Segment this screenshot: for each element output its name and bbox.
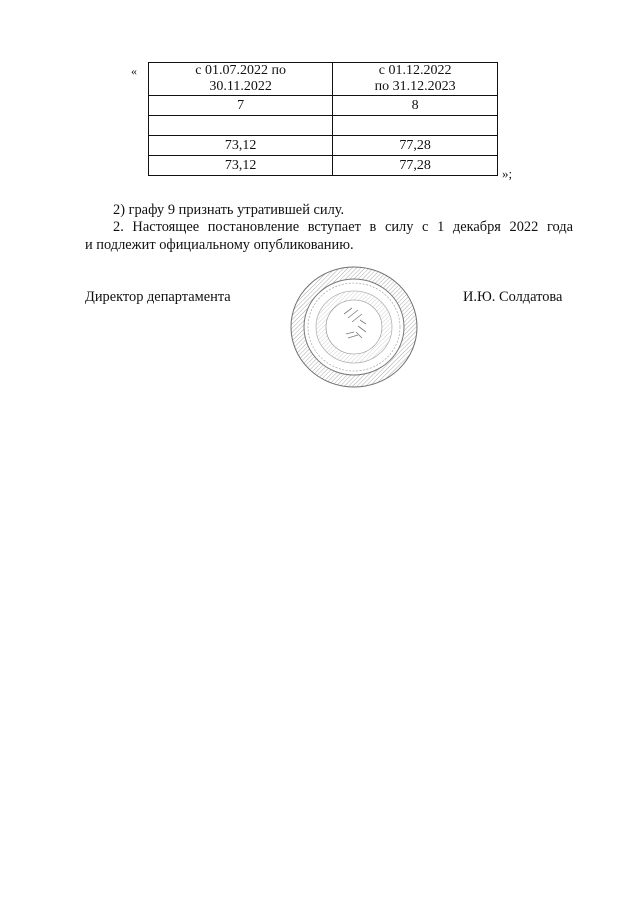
table-row — [149, 136, 498, 156]
table-cell — [149, 116, 333, 136]
opening-quote: « — [131, 64, 137, 78]
signatory-name: И.Ю. Солдатова — [463, 289, 563, 305]
table-row — [149, 156, 498, 176]
table-cell — [333, 116, 498, 136]
table-cell: 77,28 — [333, 136, 498, 156]
column-number: 7 — [149, 96, 333, 116]
table-row — [149, 116, 498, 136]
official-seal-stamp — [288, 264, 420, 390]
signatory-role: Директор департамента — [85, 289, 231, 305]
closing-quote: »; — [502, 166, 513, 181]
table-column-numbers-row — [149, 96, 498, 116]
column-number: 8 — [333, 96, 498, 116]
table-cell: 77,28 — [333, 156, 498, 176]
table-header-row — [149, 63, 498, 96]
header-period-2: с 01.12.2022 по 31.12.2023 — [333, 63, 498, 96]
paragraph-2-line-1: 2. Настоящее постановление вступает в силу с 1 декабря 2022 года — [113, 219, 573, 235]
header-period-1: с 01.07.2022 по 30.11.2022 — [149, 63, 333, 96]
table-cell: 73,12 — [149, 136, 333, 156]
table-cell: 73,12 — [149, 156, 333, 176]
item-2-text: 2) графу 9 признать утратившей силу. — [113, 202, 345, 218]
paragraph-2-line-2: и подлежит официальному опубликованию. — [85, 237, 354, 253]
tariff-table — [148, 62, 498, 176]
